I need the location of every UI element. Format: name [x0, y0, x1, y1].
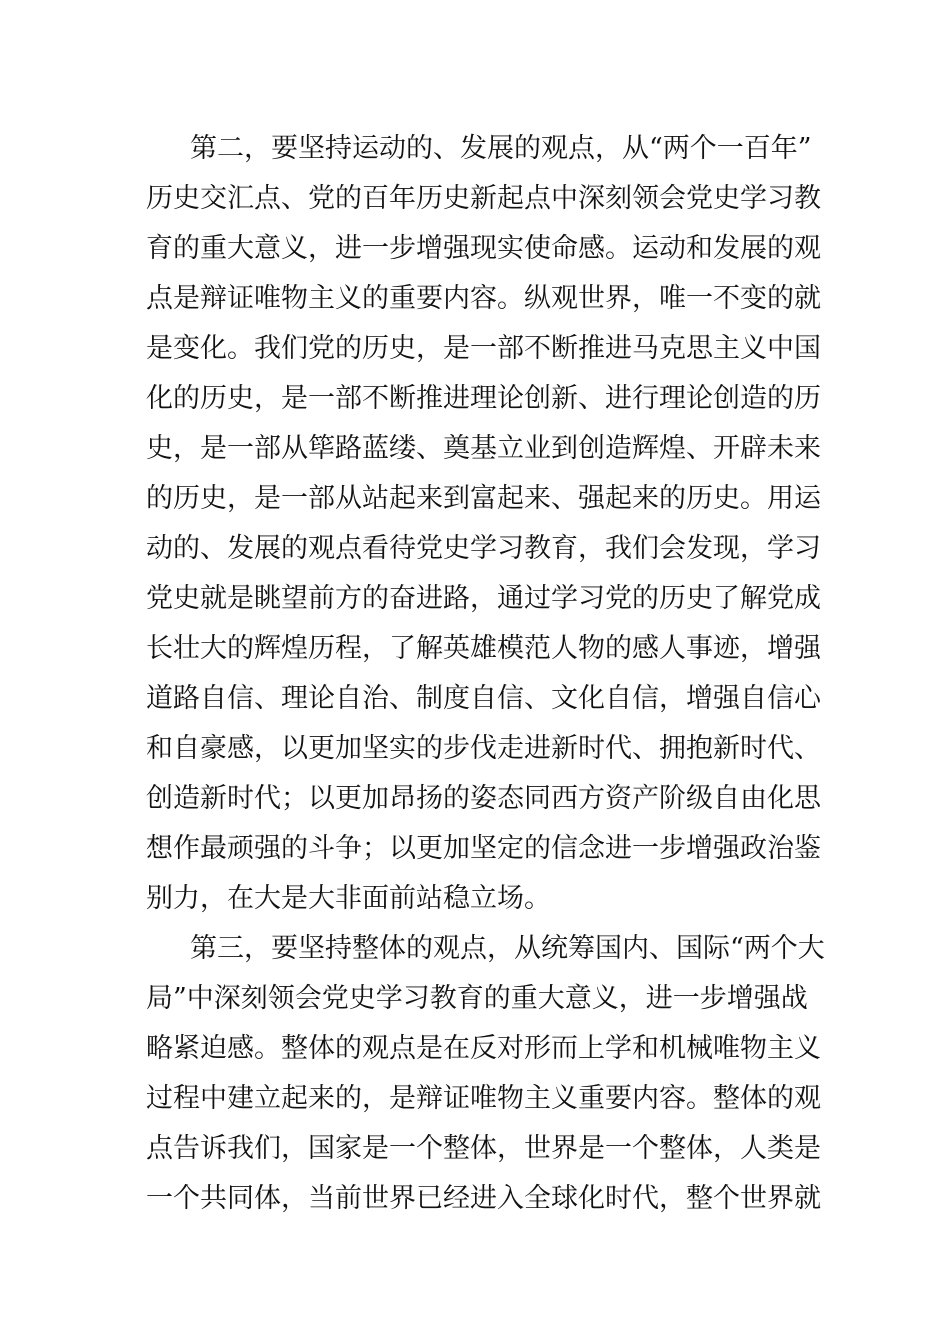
paragraph-line: 第二，要坚持运动的、发展的观点，从“两个一百年” [190, 133, 812, 164]
paragraph-line: 是变化。我们党的历史，是一部不断推进马克思主义中国 [146, 333, 821, 364]
paragraph-line: 育的重大意义，进一步增强现实使命感。运动和发展的观 [146, 233, 821, 264]
paragraph-line: 别力，在大是大非面前站稳立场。 [146, 883, 551, 914]
paragraph-line: 史，是一部从筚路蓝缕、奠基立业到创造辉煌、开辟未来 [146, 433, 821, 464]
paragraph-line: 化的历史，是一部不断推进理论创新、进行理论创造的历 [146, 383, 821, 414]
paragraph-line: 一个共同体，当前世界已经进入全球化时代，整个世界就 [146, 1183, 821, 1214]
paragraph-line: 想作最顽强的斗争；以更加坚定的信念进一步增强政治鉴 [146, 833, 821, 864]
paragraph-line: 略紧迫感。整体的观点是在反对形而上学和机械唯物主义 [146, 1033, 821, 1064]
paragraph-line: 动的、发展的观点看待党史学习教育，我们会发现，学习 [146, 533, 821, 564]
paragraph-line: 和自豪感，以更加坚实的步伐走进新时代、拥抱新时代、 [146, 733, 821, 764]
paragraph-line: 道路自信、理论自治、制度自信、文化自信，增强自信心 [146, 683, 821, 714]
paragraph-line: 历史交汇点、党的百年历史新起点中深刻领会党史学习教 [146, 183, 821, 214]
paragraph-line: 局”中深刻领会党史学习教育的重大意义，进一步增强战 [146, 983, 808, 1014]
paragraph-line: 的历史，是一部从站起来到富起来、强起来的历史。用运 [146, 483, 821, 514]
paragraph-line: 第三，要坚持整体的观点，从统筹国内、国际“两个大 [190, 933, 825, 964]
paragraph-line: 长壮大的辉煌历程，了解英雄模范人物的感人事迹，增强 [146, 633, 821, 664]
paragraph-line: 过程中建立起来的，是辩证唯物主义重要内容。整体的观 [146, 1083, 821, 1114]
paragraph-line: 创造新时代；以更加昂扬的姿态同西方资产阶级自由化思 [146, 783, 821, 814]
paragraph-line: 党史就是眺望前方的奋进路，通过学习党的历史了解党成 [146, 583, 821, 614]
paragraph-line: 点告诉我们，国家是一个整体，世界是一个整体，人类是 [146, 1133, 821, 1164]
paragraph-line: 点是辩证唯物主义的重要内容。纵观世界，唯一不变的就 [146, 283, 821, 314]
